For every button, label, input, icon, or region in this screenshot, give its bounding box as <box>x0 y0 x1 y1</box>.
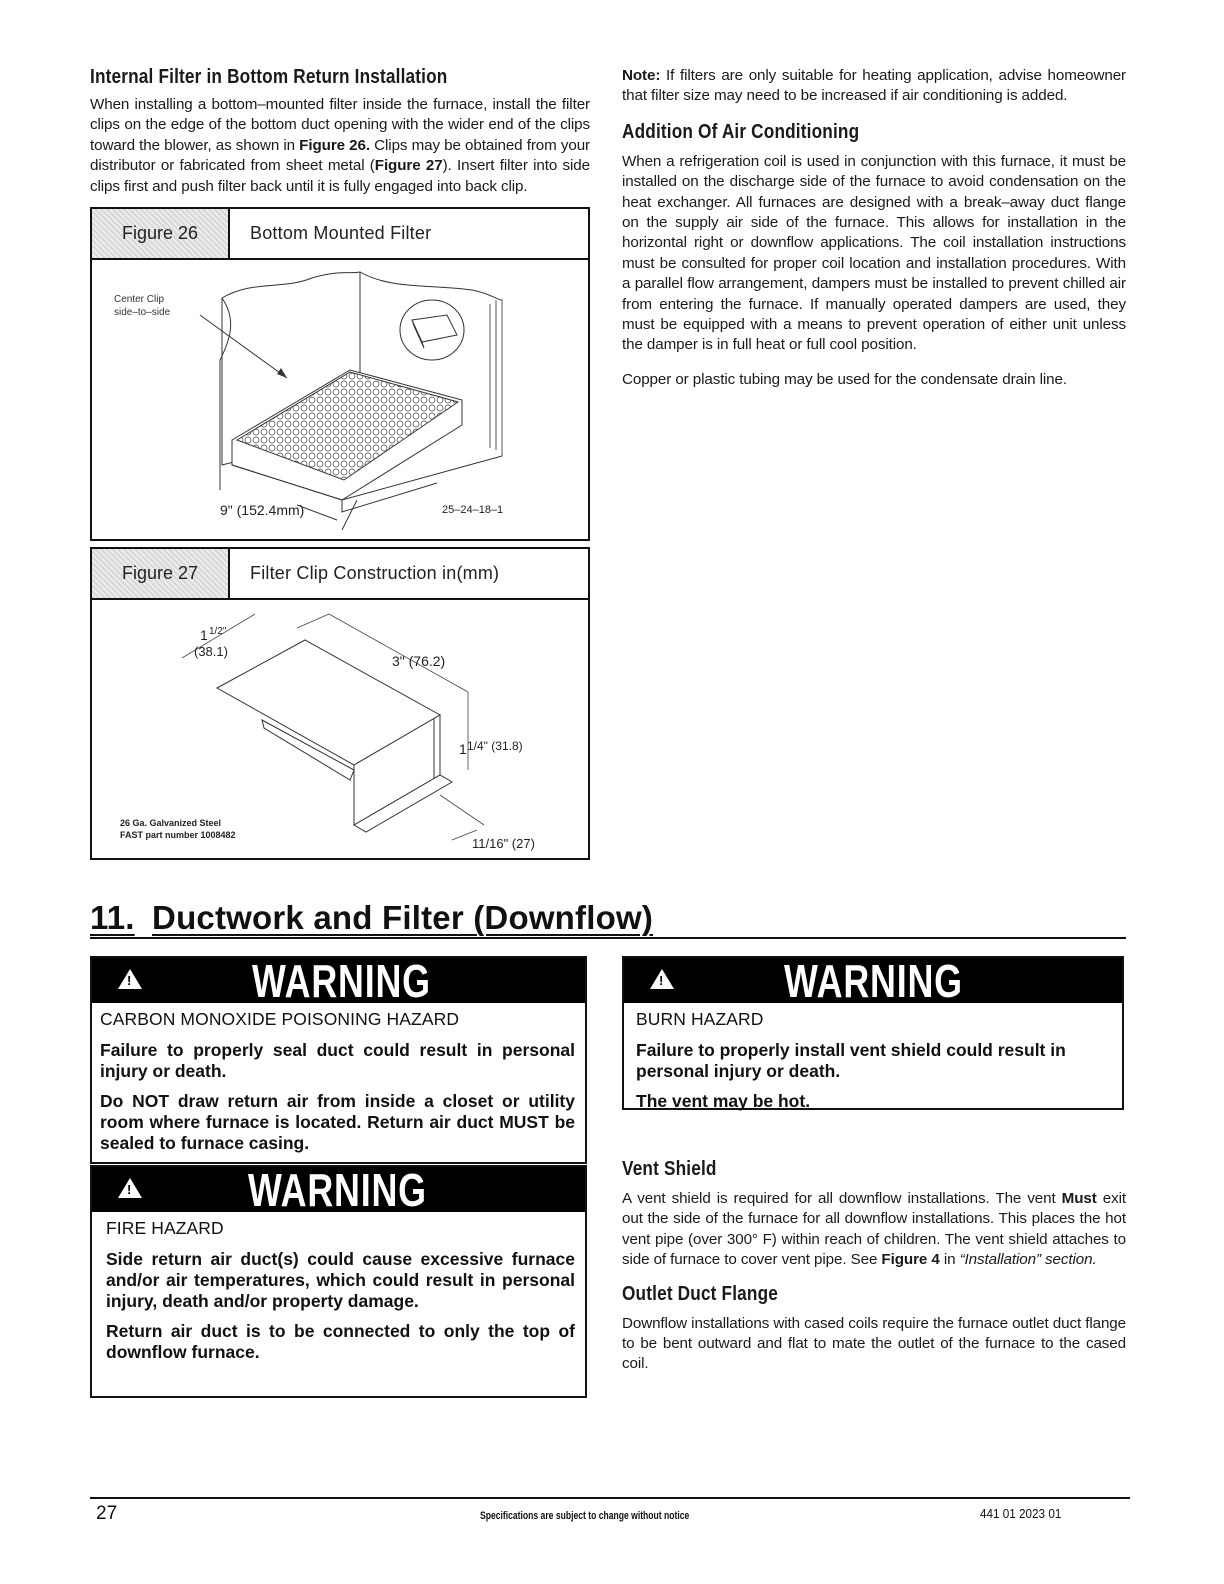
dim-d: 11/16" (27) <box>472 836 535 852</box>
warning-banner <box>92 1164 585 1216</box>
label-side-to-side: side–to–side <box>114 307 171 319</box>
vent-section <box>622 1158 1126 1375</box>
figure-4-ref: Figure 4 <box>881 1251 940 1269</box>
dim-b: 3" (76.2) <box>392 653 446 670</box>
clip-illustration <box>92 600 588 858</box>
para-text-a: When installing a bottom–mounted filter inside the furnace, install the filter clips on the edge of the bottom duct opening with the wider end of the clips toward the blower, as shown in <box>90 96 590 154</box>
warning-content <box>92 1003 585 1171</box>
outlet-flange-heading: Outlet Duct Flange <box>622 1282 778 1305</box>
warning-word: WARNING <box>248 1164 427 1216</box>
figure-27-drawing <box>92 600 588 858</box>
warning-triangle-icon <box>118 969 142 989</box>
vent-shield-paragraph <box>622 1189 1126 1271</box>
material-label-2: FAST part number 1008482 <box>120 830 236 841</box>
note-text: If filters are only suitable for heating application, advise homeowner that filter size may need to be increased if air conditioning is added. <box>622 67 1126 105</box>
figure-27-title: Filter Clip Construction in(mm) <box>250 563 500 584</box>
condensate-paragraph: Copper or plastic tubing may be used for the condensate drain line. <box>622 370 1067 388</box>
warning-text-2: Do NOT draw return air from inside a closet or utility room where furnace is located. Return air duct MUST be sealed to furnace casing. <box>100 1091 575 1153</box>
warning-text-2: Return air duct is to be connected to only the top of downflow furnace. <box>106 1321 575 1362</box>
warning-content <box>624 1003 1122 1129</box>
document-code: 441 01 2023 01 <box>980 1506 1062 1521</box>
para-text-b: Clips may be obtained from your distributor or fabricated from sheet metal ( <box>90 136 590 175</box>
figure-26-drawing <box>92 260 588 539</box>
warning-text-1: Failure to properly seal duct could result in personal injury or death. <box>100 1040 575 1081</box>
warning-text-2: The vent may be hot. <box>636 1091 811 1111</box>
material-label-1: 26 Ga. Galvanized Steel <box>120 818 222 829</box>
dim-a-whole: 1 <box>200 627 208 644</box>
page-number: 27 <box>96 1503 118 1524</box>
right-column <box>622 66 1126 390</box>
left-column <box>90 66 590 860</box>
warning-text-1: Side return air duct(s) could cause excessive furnace and/or air temperatures, which could result in personal injury, death and/or property damage. <box>106 1249 575 1311</box>
figure-26-title: Bottom Mounted Filter <box>250 223 432 244</box>
vent-text-c: in <box>939 1251 960 1269</box>
warning-hazard: FIRE HAZARD <box>106 1218 224 1238</box>
vent-must: Must <box>1061 1190 1097 1207</box>
vent-text-b: exit out the side of the furnace for all downflow installations. This places the hot vent pipe (over 300° F) within reach of children. The vent shield attaches to side of furnace to cover vent pipe. See <box>622 1190 1126 1269</box>
dim-a-fraction: 1/2" <box>209 626 227 638</box>
label-dimension-9in: 9" (152.4mm) <box>220 502 305 519</box>
warning-triangle-icon <box>118 1178 142 1198</box>
ac-paragraph: When a refrigeration coil is used in conjunction with this furnace, it must be installed on the discharge side of the furnace to avoid condensation on the heat exchanger. All furnaces are designed with a break–away duct flange on the supply air side of the furnace. This allows for installation in the horizontal right or downflow applications. The coil installation instructions must be consulted for proper coil location and installation procedures. With a parallel flow arrangement, dampers must be installed to prevent chilled air from entering the furnace. If manually operated dampers are used, they must be equipped with a means to prevent operation of either unit unless the damper is in full heat or full cool position. <box>622 152 1126 354</box>
label-center-clip: Center Clip <box>114 294 165 306</box>
dim-c-whole: 1 <box>459 741 467 758</box>
center-clip-leader <box>200 315 287 378</box>
warning-banner <box>92 955 585 1007</box>
outlet-flange-paragraph: Downflow installations with cased coils require the furnace outlet duct flange to be bent outward and flat to mate the outlet of the furnace to the cased coil. <box>622 1314 1126 1373</box>
warning-word: WARNING <box>252 955 431 1007</box>
figure-26-ref: Figure 26. <box>299 136 370 154</box>
dim-a-mm: (38.1) <box>194 644 228 660</box>
section-title <box>90 899 1126 939</box>
section-number: 11. <box>90 899 135 936</box>
figure-27-header <box>92 549 588 600</box>
bottom-return-heading: Internal Filter in Bottom Return Installation <box>90 66 448 88</box>
footer-rule <box>90 1497 1130 1499</box>
warning-banner <box>624 955 1122 1007</box>
warning-triangle-icon <box>650 969 674 989</box>
bottom-return-paragraph <box>90 95 590 197</box>
ac-heading: Addition Of Air Conditioning <box>622 120 860 143</box>
section-heading: Ductwork and Filter (Downflow) <box>152 899 654 936</box>
note-label: Note: <box>622 67 661 84</box>
vent-shield-heading: Vent Shield <box>622 1158 717 1180</box>
figure-27 <box>90 547 590 860</box>
vent-text-a: A vent shield is required for all downflow installations. The vent <box>622 1190 1062 1207</box>
warning-co-poisoning <box>90 956 587 1164</box>
installation-section-ref: “Installation” section. <box>959 1251 1097 1269</box>
figure-26-header <box>92 209 588 260</box>
warning-content <box>92 1212 585 1380</box>
para-text-c: ). Insert filter into side clips first and push filter back until it is fully engaged into back clip. <box>90 157 590 195</box>
figure-27-ref: Figure 27 <box>374 157 443 175</box>
warning-word: WARNING <box>784 955 963 1007</box>
figure-26-tag: Figure 26 <box>92 209 230 258</box>
filter-illustration <box>92 260 588 539</box>
footer-notice: Specifications are subject to change without notice <box>480 1510 690 1522</box>
warning-hazard: CARBON MONOXIDE POISONING HAZARD <box>100 1009 460 1029</box>
warning-burn <box>622 956 1124 1110</box>
figure-26 <box>90 207 590 541</box>
warning-hazard: BURN HAZARD <box>636 1009 764 1029</box>
note-paragraph <box>622 66 1126 107</box>
warning-fire <box>90 1165 587 1398</box>
label-figure-code: 25–24–18–1 <box>442 504 504 517</box>
figure-27-tag: Figure 27 <box>92 549 230 598</box>
dim-c-fraction: 1/4" (31.8) <box>467 739 523 754</box>
warning-text-1: Failure to properly install vent shield could result in personal injury or death. <box>636 1040 1066 1081</box>
